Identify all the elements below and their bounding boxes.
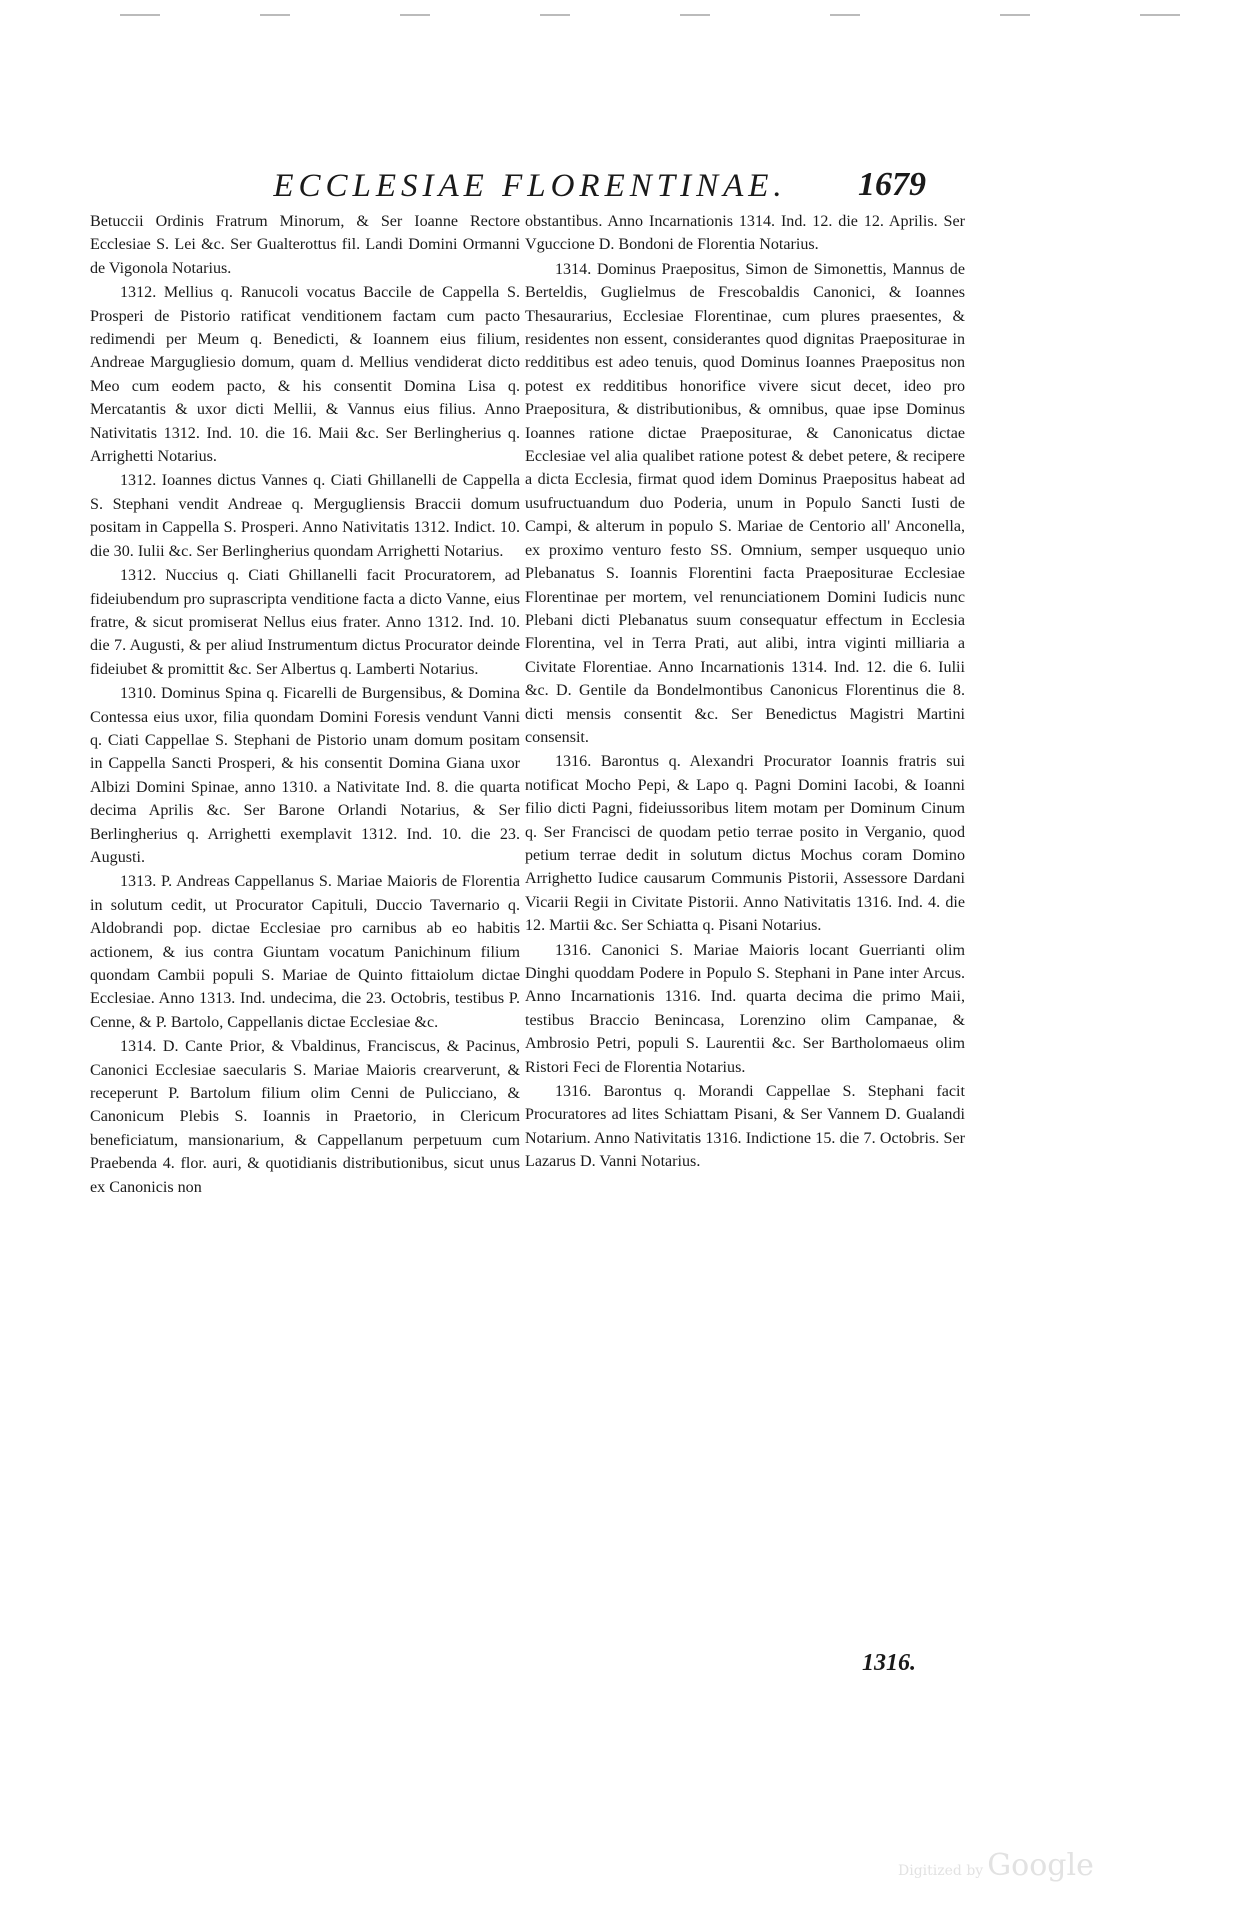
right-paragraph: 1316. Canonici S. Mariae Maioris locant Guerrianti olim Dinghi quoddam Podere in Populo S. Stephani in Pane inter Arcus. Anno Incarnationis 1316. Ind. quarta decima die primo Maii, testibus Braccio Benincasa, Lorenzino olim Campanae, & Ambrosio Petri, populi S. Laurentii &c. Ser Bartholomaeus olim Ristori Feci de Florentia Notarius. [525,941,965,1076]
digitization-watermark [898,1848,1094,1883]
running-head: ECCLESIAE FLORENTINAE. [273,168,787,204]
left-paragraph: Betuccii Ordinis Fratrum Minorum, & Ser Ioanne Rectore Ecclesiae S. Lei &c. Ser Gualterottus fil. Landi Domini Ormanni de Vigonola Notarius. [90,213,520,277]
right-paragraph: obstantibus. Anno Incarnationis 1314. Ind. 12. die 12. Aprilis. Ser Vguccione D. Bondoni de Florentia Notarius. [525,213,965,254]
watermark-brand: Google [987,1848,1094,1883]
watermark-prefix: Digitized by [898,1863,984,1879]
right-paragraph: 1314. Dominus Praepositus, Simon de Simonettis, Mannus de Berteldis, Guglielmus de Frescobaldis Canonici, & Ioannes Thesaurarius, Ecclesiae Florentinae, cum plures praesentes, & residentes non essent, considerantes quod dignitas Praepositurae in redditibus est adeo tenuis, quod Dominus Ioannes Praepositus non potest ex redditibus honorifice vivere sicut decet, ideo pro Praepositura, & distributionibus, & omnibus, quae ipse Dominus Ioannes ratione dictae Praepositurae, & Canonicatus dictae Ecclesiae vel alia qualibet ratione potest & debet petere, & recipere a dicta Ecclesia, firmat quod idem Dominus Praepositus habeat ad usufructuandum duo Poderia, unum in Populo Sancti Iusti de Campi, & alterum in populo S. Mariae de Centorio all' Anconella, ex proximo venturo festo SS. Omnium, semper usquequo unio Plebanatus S. Ioannis Florentini facta Praepositurae Ecclesiae Florentinae per mortem, vel renunciationem Domini Iudicis nunc Plebani dicti Plebanatus suum consequatur effectum in Ecclesia Florentina, vel in Terra Prati, aut alibi, intra viginti milliaria a Civitate Florentiae. Anno Incarnationis 1314. Ind. 12. die 6. Iulii &c. D. Gentile da Bondelmontibus Canonicus Florentinus die 8. dicti mensis consentit &c. Ser Benedictus Magistri Martini consensit. [525,260,965,746]
catchword: 1316. [862,1650,916,1676]
left-paragraph: 1312. Mellius q. Ranucoli vocatus Baccile de Cappella S. Prosperi de Pistorio ratificat venditionem factam cum pacto redimendi per Meum q. Benedicti, & Ioannem eius filium, Andreae Margugliesio domum, quam d. Mellius vendiderat dicto Meo cum eodem pacto, & his consentit Domina Lisa q. Mercatantis & uxor dicti Mellii, & Vannus eius filius. Anno Nativitatis 1312. Ind. 10. die 16. Maii &c. Ser Berlingherius q. Arrighetti Notarius. [90,284,520,466]
scan-edge-marks [0,14,1252,20]
left-paragraph: 1314. D. Cante Prior, & Vbaldinus, Franciscus, & Pacinus, Canonici Ecclesiae saecularis S. Mariae Maioris crearverunt, & receperunt P. Bartolum filium olim Cenni de Pulicciano, & Canonicum Plebis S. Ioannis in Praetorio, in Clericum beneficiatum, mansionarium, & Cappellanum perpetuum cum Praebenda 4. flor. auri, & quotidianis distributionibus, sicut unus ex Canonicis non [90,1038,520,1196]
page-number: 1679 [858,166,926,203]
right-paragraph: 1316. Barontus q. Morandi Cappellae S. Stephani facit Procuratores ad lites Schiattam Pisani, & Ser Vannem D. Gualandi Notarium. Anno Nativitatis 1316. Indictione 15. die 7. Octobris. Ser Lazarus D. Vanni Notarius. [525,1083,965,1171]
right-column [525,210,965,1175]
left-paragraph: 1310. Dominus Spina q. Ficarelli de Burgensibus, & Domina Contessa eius uxor, filia quondam Domini Foresis vendunt Vanni q. Ciati Cappellae S. Stephani de Pistorio unam domum positam in Cappella Sancti Prosperi, & his consentit Domina Giana uxor Albizi Domini Spinae, anno 1310. a Nativitate Ind. 8. die quarta decima Aprilis &c. Ser Barone Orlandi Notarius, & Ser Berlingherius q. Arrighetti exemplavit 1312. Ind. 10. die 23. Augusti. [90,685,520,866]
left-paragraph: 1312. Ioannes dictus Vannes q. Ciati Ghillanelli de Cappella S. Stephani vendit Andreae q. Mergugliensis Braccii domum positam in Cappella S. Prosperi. Anno Nativitatis 1312. Indict. 10. die 30. Iulii &c. Ser Berlingherius quondam Arrighetti Notarius. [90,472,520,560]
left-column [90,210,520,1200]
left-paragraph: 1313. P. Andreas Cappellanus S. Mariae Maioris de Florentia in solutum cedit, ut Procurator Capituli, Duccio Tavernario q. Aldobrandi pop. dictae Ecclesiae pro carnibus ab eo habitis actionem, & ius contra Giuntam vocatum Panichinum filium quondam Cambii populi S. Mariae de Quinto fittaiolum dictae Ecclesiae. Anno 1313. Ind. undecima, die 23. Octobris, testibus P. Cenne, & P. Bartolo, Cappellanis dictae Ecclesiae &c. [90,873,520,1031]
left-paragraph: 1312. Nuccius q. Ciati Ghillanelli facit Procuratorem, ad fideiubendum pro suprascripta venditione facta a dicto Vanne, eius fratre, & sicut promiserat Nellus eius frater. Anno 1312. Ind. 10. die 7. Augusti, & per aliud Instrumentum dictus Procurator deinde fideiubet & promittit &c. Ser Albertus q. Lamberti Notarius. [90,567,520,678]
right-paragraph: 1316. Barontus q. Alexandri Procurator Ioannis fratris sui notificat Mocho Pepi, & Lapo q. Pagni Domini Iacobi, & Ioanni filio dicti Pagni, fideiussoribus litem motam per Dominum Cinum q. Ser Francisci de quodam petio terrae posito in Verganio, quod petium terrae dedit in solutum dictus Mochus coram Domino Arrighetto Iudice causarum Communis Pistorii, Assessore Dardani Vicarii Regii in Civitate Pistorii. Anno Nativitatis 1316. Ind. 4. die 12. Martii &c. Ser Schiatta q. Pisani Notarius. [525,753,965,935]
